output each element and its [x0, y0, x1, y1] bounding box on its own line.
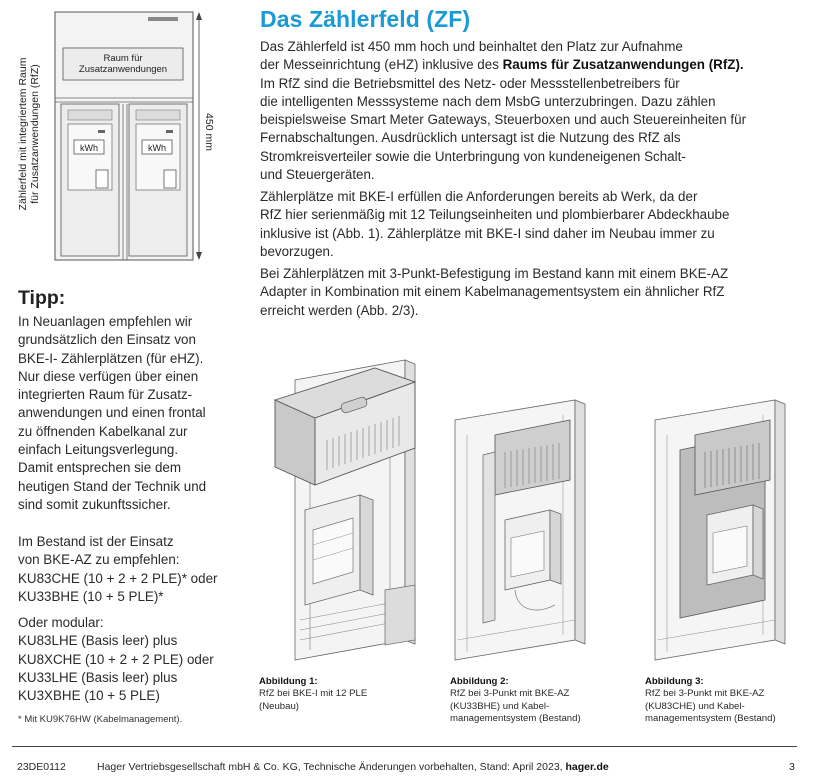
- tipp-line: Im Bestand ist der Einsatz: [18, 534, 174, 549]
- tipp-line: von BKE-AZ zu empfehlen:: [18, 552, 180, 568]
- figure-2-caption-line: (KU33BHE) und Kabel-: [450, 700, 550, 712]
- intro-line: Im RfZ sind die Betriebsmittel des Netz- oder Messstellenbetreibers für: [260, 75, 680, 91]
- meter-cabinet-drawing: [6, 6, 236, 268]
- intro-line: Stromkreisverteiler sowie die Unterbringung von kundeneigenen Schalt-: [260, 148, 686, 164]
- figure-1-caption-line: RfZ bei BKE-I mit 12 PLE: [259, 688, 368, 700]
- footer-brand-link[interactable]: hager.de: [565, 761, 609, 773]
- footer-company-text: Hager Vertriebsgesellschaft mbH & Co. KG, Technische Änderungen vorbehalten, Stand: April 2023,: [97, 761, 563, 773]
- tipp-line: In Neuanlagen empfehlen wir: [18, 314, 193, 329]
- bke-i-line: inklusive ist (Abb. 1). Zählerplätze mit BKE-I sind daher im Neubau immer zu: [260, 225, 715, 241]
- rfz-box-label-2: Zusatzanwendungen: [78, 64, 168, 75]
- intro-line: [260, 56, 780, 74]
- rfz-box-label-1: Raum für: [103, 53, 143, 64]
- tipp-line: grundsätzlich den Einsatz von: [18, 332, 196, 348]
- tipp-bestand: [18, 533, 233, 606]
- figure-3-caption-line: RfZ bei 3-Punkt mit BKE-AZ: [645, 688, 765, 700]
- bke-i-line: Zählerplätze mit BKE-I erfüllen die Anforderungen bereits ab Werk, da der: [260, 189, 698, 204]
- tipp-line: BKE-I- Zählerplätzen (für eHZ).: [18, 350, 204, 366]
- figure-2-caption-line: managementsystem (Bestand): [450, 712, 581, 724]
- meter-right-label: kWh: [148, 143, 166, 153]
- tipp-line: integrierten Raum für Zusatz-: [18, 387, 193, 403]
- footer-imprint: [97, 761, 609, 773]
- footer-divider: [12, 746, 797, 747]
- tipp-line: KU83LHE (Basis leer) plus: [18, 633, 178, 649]
- tipp-line: KU83CHE (10 + 2 + 2 PLE)* oder: [18, 570, 218, 586]
- figure-3-caption-title: Abbildung 3:: [645, 676, 704, 687]
- figure-2-illustration: [455, 400, 585, 660]
- rfz-emphasis: Raums für Zusatzanwendungen (RfZ).: [502, 57, 744, 73]
- bke-i-line: RfZ hier serienmäßig mit 12 Teilungseinheiten und plombierbarer Abdeckhaube: [260, 207, 730, 223]
- figure-1-caption-title: Abbildung 1:: [259, 676, 318, 687]
- document-code: 23DE0112: [17, 761, 66, 773]
- tipp-line: einfach Leitungsverlegung.: [18, 442, 179, 458]
- page-title: Das Zählerfeld (ZF): [260, 6, 471, 32]
- tipp-footnote: * Mit KU9K76HW (Kabelmanagement).: [18, 714, 183, 725]
- figure-2-caption-line: RfZ bei 3-Punkt mit BKE-AZ: [450, 688, 570, 700]
- figure-3-caption-line: (KU83CHE) und Kabel-: [645, 700, 745, 712]
- page-number: 3: [789, 761, 795, 773]
- tipp-modular: [18, 614, 233, 705]
- intro-line: beispielsweise Smart Meter Gateways, Steuerboxen und auch Steuereinheiten für: [260, 112, 747, 128]
- meter-left-label: kWh: [80, 143, 98, 153]
- tipp-line: sind somit zukunftssicher.: [18, 496, 171, 512]
- bestand-line: Bei Zählerplätzen mit 3-Punkt-Befestigung im Bestand kann mit einem BKE-AZ: [260, 266, 729, 281]
- tipp-line: KU33LHE (Basis leer) plus: [18, 669, 178, 685]
- tipp-line: zu öffnenden Kabelkanal zur: [18, 423, 188, 439]
- side-label-line-2: für Zusatzanwendungen (RfZ): [29, 64, 41, 204]
- bke-i-paragraph: [260, 188, 780, 261]
- figure-1-caption-line: (Neubau): [259, 700, 299, 712]
- intro-paragraph: [260, 38, 780, 184]
- meter-field-diagram: [6, 6, 236, 268]
- bke-i-line: bevorzugen.: [260, 243, 334, 259]
- bestand-paragraph: [260, 265, 780, 320]
- intro-line-text: der Messeinrichtung (eHZ) inklusive des: [260, 57, 503, 73]
- figure-1-illustration: [275, 360, 415, 660]
- intro-line: Fernabschaltungen. Ausdrücklich untersagt ist die Nutzung des RfZ als: [260, 130, 681, 146]
- tipp-line: Nur diese verfügen über einen: [18, 368, 199, 384]
- tipp-line: KU33BHE (10 + 5 PLE)*: [18, 588, 164, 604]
- figure-3-illustration: [655, 400, 785, 660]
- intro-line: und Steuergeräten.: [260, 167, 375, 183]
- tipp-line: Oder modular:: [18, 615, 104, 630]
- bestand-line: erreicht werden (Abb. 2/3).: [260, 302, 419, 318]
- figure-1-caption: [259, 676, 409, 713]
- tipp-line: anwendungen und einen frontal: [18, 405, 206, 421]
- bestand-line: Adapter in Kombination mit einem Kabelmanagementsystem ein ähnlicher RfZ: [260, 284, 725, 300]
- figure-2-caption: [450, 676, 600, 725]
- figure-3-caption-line: managementsystem (Bestand): [645, 712, 776, 724]
- dimension-label: 450 mm: [203, 113, 215, 151]
- figure-3-caption: [645, 676, 795, 725]
- side-label-line-1: Zählerfeld mit integriertem Raum: [17, 57, 29, 211]
- figure-2-caption-title: Abbildung 2:: [450, 676, 509, 687]
- tipp-line: KU3XBHE (10 + 5 PLE): [18, 688, 160, 704]
- product-illustrations: [255, 340, 795, 670]
- tipp-neuanlagen: [18, 313, 233, 514]
- tipp-line: Damit entsprechen sie dem: [18, 460, 181, 476]
- intro-line: Das Zählerfeld ist 450 mm hoch und beinhaltet den Platz zur Aufnahme: [260, 39, 683, 54]
- tipp-line: KU8XCHE (10 + 2 + 2 PLE) oder: [18, 651, 214, 667]
- intro-line: die intelligenten Messsysteme nach dem MsbG unterzubringen. Dazu zählen: [260, 93, 716, 109]
- tipp-heading: Tipp:: [18, 287, 66, 309]
- tipp-line: heutigen Stand der Technik und: [18, 478, 207, 494]
